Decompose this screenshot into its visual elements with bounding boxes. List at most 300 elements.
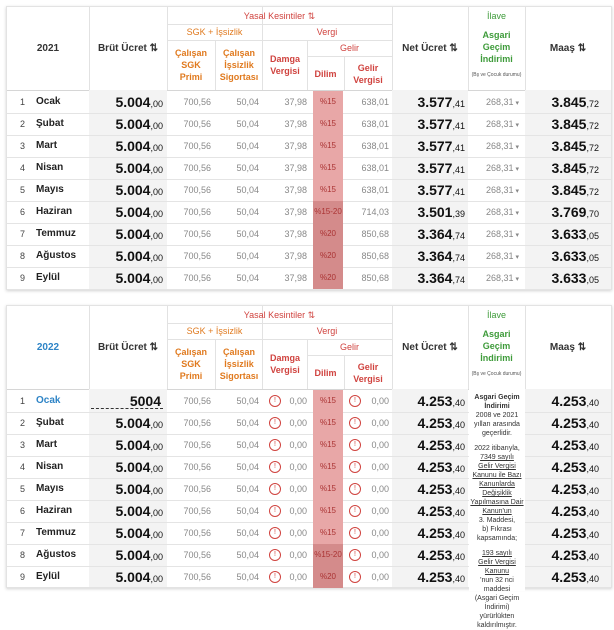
sort-icon[interactable]: ⇅ [577,341,587,353]
maas-int: 4.253 [551,459,587,475]
asgari-note: (Bş ve Çocuk durumu) [471,72,522,78]
month-label: Ağustos [36,549,76,560]
net-value [395,566,465,588]
net-dec: ,40 [452,420,465,430]
info-icon[interactable]: ! [349,483,361,495]
issizlik-value: 50,04 [236,572,259,582]
sort-icon[interactable]: ⇅ [307,10,316,21]
damga-header: Damga Vergisi [269,54,300,76]
maas-int: 3.769 [551,204,587,220]
net-dec: ,40 [452,508,465,518]
maas-value [527,566,599,588]
month-label: Şubat [36,417,64,428]
info-icon[interactable]: ! [349,549,361,561]
maas-value [527,223,599,245]
info-icon[interactable]: ! [349,571,361,583]
net-int: 3.364 [417,270,453,286]
dropdown-icon[interactable]: ▾ [513,122,519,129]
maas-int: 4.253 [551,525,587,541]
row-index: 5 [20,484,26,494]
maas-value [527,113,599,135]
brut-dec: ,00 [150,209,163,219]
brut-input[interactable] [91,392,163,409]
maas-dec: ,72 [586,165,599,175]
net-value [395,245,465,267]
agi-amount: 268,31 [486,229,514,239]
agi-amount: 268,31 [486,273,514,283]
info-icon[interactable]: ! [269,461,281,473]
damga-value: 0,00 [289,396,307,406]
net-dec: ,40 [452,442,465,452]
gelir-vergisi-header: Gelir Vergisi [353,62,383,85]
net-int: 4.253 [417,481,453,497]
brut-value [91,113,163,135]
brut-int: 5.004 [115,94,151,110]
table-row [7,91,611,114]
net-dec: ,74 [452,275,465,285]
net-int: 3.577 [417,138,453,154]
brut-dec: ,00 [150,508,163,518]
dropdown-icon[interactable]: ▾ [513,188,519,195]
maas-dec: ,40 [586,398,599,408]
gelir-vergisi-value: 0,00 [371,462,389,472]
dilim-value: %15 [313,157,343,179]
agi-info-line: geçerlidir. [482,430,512,437]
maas-dec: ,40 [586,420,599,430]
ilave-header: İlave [486,10,506,21]
row-index: 9 [20,572,26,582]
sort-icon[interactable]: ⇅ [449,341,458,353]
damga-value: 37,98 [284,185,307,195]
calisan-issizlik-header: Çalışan İşsizlik Sigortası [219,48,259,82]
month-label: Nisan [36,162,64,173]
sgk-value: 700,56 [183,572,211,582]
brut-dec: ,00 [150,121,163,131]
agi-value [469,179,519,201]
net-int: 3.577 [417,182,453,198]
sgk-value: 700,56 [183,185,211,195]
brut-dec: ,00 [150,253,163,263]
dropdown-icon[interactable]: ▾ [513,144,519,151]
net-value [395,456,465,478]
info-icon[interactable]: ! [269,549,281,561]
agi-amount: 268,31 [486,163,514,173]
issizlik-value: 50,04 [236,462,259,472]
brut-int: 5.004 [115,503,151,519]
month-label: Eylül [36,272,60,283]
agi-info-line: 'nun 32 nci maddesi [480,577,514,593]
net-int: 4.253 [417,415,453,431]
month-label: Mayıs [36,483,64,494]
maas-value [527,157,599,179]
row-index: 4 [20,163,26,173]
damga-value: 0,00 [289,418,307,428]
row-index: 2 [20,418,26,428]
dropdown-icon[interactable]: ▾ [513,276,519,283]
dilim-header: Dilim [314,367,337,378]
dilim-value: %15-20 [313,201,343,223]
net-dec: ,41 [452,187,465,197]
maas-header[interactable]: Maaş ⇅ [549,42,587,54]
maas-int: 4.253 [551,481,587,497]
sort-icon[interactable]: ⇅ [577,42,587,54]
info-icon[interactable]: ! [349,505,361,517]
brut-dec: ,00 [150,420,163,430]
dilim-value: %15 [313,456,343,478]
gelir-vergisi-value: 0,00 [371,418,389,428]
brut-value [91,91,163,113]
vergi-group-header: Vergi [316,27,338,37]
brut-dec: ,00 [150,464,163,474]
sort-icon[interactable]: ⇅ [149,341,159,353]
net-int: 3.577 [417,160,453,176]
sgk-group-header: SGK + İşsizlik [186,27,243,37]
net-int: 3.364 [417,248,453,264]
salary-table-2022 [6,305,612,629]
sgk-value: 700,56 [183,119,211,129]
maas-value [527,390,599,412]
agi-info-line: 2022 itibarıyla, [474,445,520,452]
issizlik-value: 50,04 [236,229,259,239]
sgk-value: 700,56 [183,418,211,428]
brut-value [91,566,163,588]
sgk-value: 700,56 [183,462,211,472]
damga-value: 0,00 [289,484,307,494]
info-icon[interactable]: ! [269,527,281,539]
gelir-vergisi-value: 0,00 [371,484,389,494]
damga-value: 0,00 [289,506,307,516]
damga-value: 37,98 [284,251,307,261]
issizlik-value: 50,04 [236,506,259,516]
maas-dec: ,72 [586,187,599,197]
brut-value [91,456,163,478]
brut-int: 5.004 [115,481,151,497]
ilave-header: İlave [486,309,506,320]
agi-value [469,157,519,179]
row-index: 5 [20,185,26,195]
info-icon[interactable]: ! [269,571,281,583]
yasal-header: Yasal Kesintiler ⇅ [243,309,316,320]
dilim-value: %15-20 [313,544,343,566]
info-icon[interactable]: ! [269,417,281,429]
table-header-2021 [7,7,611,91]
agi-amount: 268,31 [486,207,514,217]
issizlik-value: 50,04 [236,418,259,428]
maas-int: 3.845 [551,94,587,110]
gelir-vergisi-value: 850,68 [361,273,389,283]
maas-value [527,456,599,478]
dilim-value: %15 [313,91,343,113]
dropdown-icon[interactable]: ▾ [513,210,519,217]
agi-amount: 268,31 [486,119,514,129]
brut-int: 5.004 [115,569,151,585]
year-label: 2021 [36,42,60,54]
agi-value [469,201,519,223]
agi-value [469,91,519,113]
asgari-note: (Bş ve Çocuk durumu) [471,371,522,377]
net-header[interactable]: Net Ücret ⇅ [402,42,458,54]
agi-info-line: 2008 ve 2021 [475,412,519,419]
maas-int: 3.845 [551,182,587,198]
dropdown-icon[interactable]: ▾ [513,254,519,261]
table-row [7,135,611,158]
brut-dec: ,00 [150,187,163,197]
damga-value: 37,98 [284,273,307,283]
agi-info-note [469,389,525,629]
row-index: 7 [20,528,26,538]
row-index: 3 [20,141,26,151]
agi-value [469,223,519,245]
sort-icon[interactable]: ⇅ [449,42,458,54]
brut-int: 5.004 [115,116,151,132]
info-icon[interactable]: ! [349,417,361,429]
agi-law-link[interactable]: Gelir Vergisi Kanunu ile Bazı Kanunlarda Değişiklik Yapılmasına Dair Kanun'un [470,463,524,515]
table-header-2022 [7,306,611,390]
info-icon[interactable]: ! [269,439,281,451]
maas-dec: ,72 [586,121,599,131]
agi-info-line: yılları arasında [474,421,520,428]
calisan-sgk-header: Çalışan SGK Primi [174,48,207,82]
agi-info-line: yürürlükten kaldırılmıştır. [477,613,517,629]
net-dec: ,40 [452,530,465,540]
net-value [395,390,465,412]
month-label: Temmuz [36,228,76,239]
maas-dec: ,40 [586,530,599,540]
brut-int: 5.004 [115,437,151,453]
yasal-header: Yasal Kesintiler ⇅ [243,10,316,21]
brut-int: 5.004 [115,547,151,563]
agi-amount: 268,31 [486,251,514,261]
net-dec: ,41 [452,165,465,175]
brut-value [91,522,163,544]
issizlik-value: 50,04 [236,440,259,450]
net-dec: ,41 [452,143,465,153]
issizlik-value: 50,04 [236,528,259,538]
net-value [395,522,465,544]
brut-int: 5.004 [115,226,151,242]
maas-value [527,478,599,500]
issizlik-value: 50,04 [236,97,259,107]
sgk-value: 700,56 [183,163,211,173]
gelir-vergisi-value: 0,00 [371,550,389,560]
maas-value [527,245,599,267]
row-index: 8 [20,251,26,261]
net-int: 4.253 [417,437,453,453]
brut-value [91,201,163,223]
brut-int: 5.004 [115,525,151,541]
maas-value [527,267,599,289]
maas-int: 3.633 [551,226,587,242]
net-header[interactable]: Net Ücret ⇅ [402,341,458,353]
dilim-value: %15 [313,135,343,157]
damga-value: 37,98 [284,207,307,217]
damga-value: 37,98 [284,97,307,107]
damga-header: Damga Vergisi [269,353,300,375]
maas-int: 3.633 [551,248,587,264]
net-int: 3.577 [417,116,453,132]
brut-input-value: 5004 [129,393,161,409]
gelir-vergisi-value: 0,00 [371,506,389,516]
damga-value: 0,00 [289,572,307,582]
brut-header[interactable]: Brüt Ücret ⇅ [97,42,159,54]
sort-icon[interactable]: ⇅ [149,42,159,54]
agi-info-line: b) Fıkrası kapsamında; [476,526,518,542]
issizlik-value: 50,04 [236,484,259,494]
maas-value [527,135,599,157]
info-icon[interactable]: ! [349,461,361,473]
row-index: 6 [20,506,26,516]
net-value [395,223,465,245]
net-value [395,267,465,289]
table-row [7,113,611,136]
info-icon[interactable]: ! [269,505,281,517]
agi-law-link[interactable]: 193 sayılı [482,550,512,557]
net-value [395,544,465,566]
brut-int: 5.004 [115,270,151,286]
net-value [395,113,465,135]
row-index: 4 [20,462,26,472]
table-row [7,201,611,224]
table-row [7,179,611,202]
dropdown-icon[interactable]: ▾ [513,232,519,239]
info-icon[interactable]: ! [349,395,361,407]
maas-int: 3.845 [551,160,587,176]
maas-value [527,522,599,544]
row-index: 1 [20,396,26,406]
brut-value [91,267,163,289]
gelir-vergisi-value: 0,00 [371,440,389,450]
brut-int: 5.004 [115,160,151,176]
brut-value [91,412,163,434]
maas-int: 4.253 [551,415,587,431]
brut-int: 5.004 [115,248,151,264]
month-label: Mayıs [36,184,64,195]
issizlik-value: 50,04 [236,273,259,283]
net-value [395,201,465,223]
brut-value [91,135,163,157]
sgk-value: 700,56 [183,506,211,516]
gelir-vergisi-value: 638,01 [361,185,389,195]
calisan-issizlik-header: Çalışan İşsizlik Sigortası [219,347,259,381]
month-label: Temmuz [36,527,76,538]
maas-int: 3.633 [551,270,587,286]
month-label: Haziran [36,206,73,217]
month-label: Eylül [36,571,60,582]
net-dec: ,40 [452,486,465,496]
net-value [395,91,465,113]
dropdown-icon[interactable]: ▾ [513,100,519,107]
brut-value [91,179,163,201]
maas-dec: ,40 [586,508,599,518]
maas-dec: ,40 [586,552,599,562]
brut-dec: ,00 [150,530,163,540]
gelir-vergisi-value: 638,01 [361,141,389,151]
dilim-value: %15 [313,113,343,135]
brut-dec: ,00 [150,486,163,496]
dropdown-icon[interactable]: ▾ [513,166,519,173]
net-dec: ,40 [452,574,465,584]
net-dec: ,40 [452,464,465,474]
table-row [7,157,611,180]
sgk-value: 700,56 [183,484,211,494]
maas-dec: ,05 [586,231,599,241]
vergi-group-header: Vergi [316,326,338,336]
table-row [7,223,611,246]
dilim-value: %20 [313,245,343,267]
salary-table-2021 [6,6,612,290]
brut-dec: ,00 [150,442,163,452]
sort-icon[interactable]: ⇅ [307,309,316,320]
maas-value [527,91,599,113]
table-row [7,267,611,290]
gelir-vergisi-value: 0,00 [371,572,389,582]
info-icon[interactable]: ! [349,439,361,451]
sgk-value: 700,56 [183,229,211,239]
net-value [395,478,465,500]
sgk-value: 700,56 [183,396,211,406]
gelir-vergisi-value: 850,68 [361,251,389,261]
maas-value [527,544,599,566]
row-index: 3 [20,440,26,450]
row-index: 6 [20,207,26,217]
asgari-header: Asgari Geçim İndirimi [480,30,513,64]
agi-amount: 268,31 [486,185,514,195]
dilim-value: %20 [313,566,343,588]
agi-law-link[interactable]: Gelir Vergisi Kanunu [478,559,516,575]
agi-value [469,267,519,289]
maas-int: 3.845 [551,138,587,154]
net-dec: ,39 [452,209,465,219]
brut-header[interactable]: Brüt Ücret ⇅ [97,341,159,353]
net-dec: ,41 [452,121,465,131]
row-index: 8 [20,550,26,560]
damga-value: 0,00 [289,440,307,450]
net-value [395,179,465,201]
sgk-value: 700,56 [183,528,211,538]
brut-value [91,245,163,267]
info-icon[interactable]: ! [269,483,281,495]
gelir-vergisi-value: 714,03 [361,207,389,217]
maas-dec: ,05 [586,275,599,285]
maas-dec: ,05 [586,253,599,263]
maas-dec: ,40 [586,442,599,452]
month-label: Haziran [36,505,73,516]
maas-header[interactable]: Maaş ⇅ [549,341,587,353]
agi-info-line: 3. Maddesi, [478,517,516,524]
brut-value [91,434,163,456]
issizlik-value: 50,04 [236,550,259,560]
net-int: 4.253 [417,393,453,409]
damga-value: 0,00 [289,462,307,472]
info-icon[interactable]: ! [269,395,281,407]
net-value [395,500,465,522]
sgk-value: 700,56 [183,251,211,261]
maas-int: 4.253 [551,547,587,563]
agi-law-link[interactable]: 7349 sayılı [480,454,514,461]
agi-amount: 268,31 [486,97,514,107]
gelir-vergisi-value: 638,01 [361,97,389,107]
net-value [395,157,465,179]
maas-int: 3.845 [551,116,587,132]
info-icon[interactable]: ! [349,527,361,539]
damga-value: 37,98 [284,163,307,173]
maas-int: 4.253 [551,569,587,585]
month-label: Şubat [36,118,64,129]
brut-dec: ,00 [150,275,163,285]
maas-value [527,434,599,456]
asgari-header: Asgari Geçim İndirimi [480,329,513,363]
net-int: 3.501 [417,204,453,220]
